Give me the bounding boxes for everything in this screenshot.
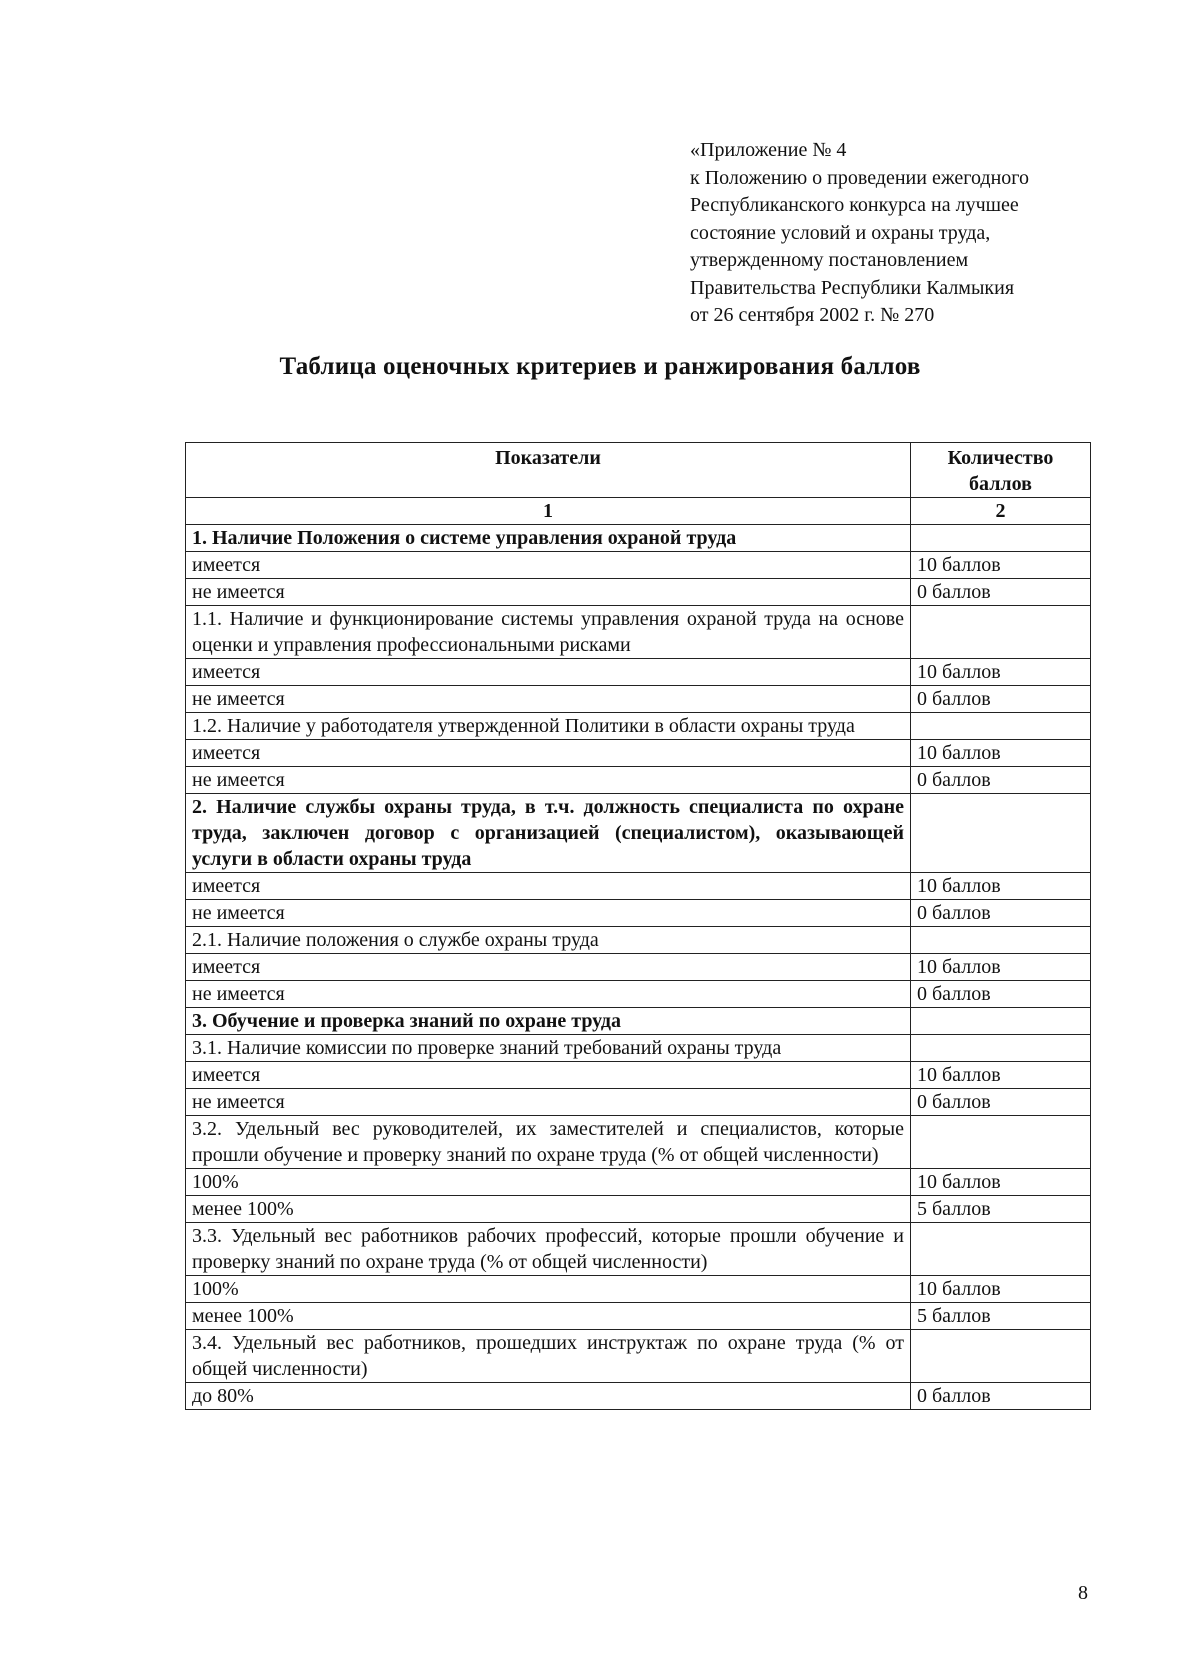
table-row bbox=[186, 686, 1091, 713]
points-cell bbox=[911, 1008, 1091, 1035]
table-row bbox=[186, 1303, 1091, 1330]
table-row bbox=[186, 1035, 1091, 1062]
points-cell bbox=[911, 713, 1091, 740]
table-number-row bbox=[186, 498, 1091, 525]
points-cell bbox=[911, 525, 1091, 552]
points-cell: 10 баллов bbox=[911, 954, 1091, 981]
table-row bbox=[186, 659, 1091, 686]
table-row bbox=[186, 1008, 1091, 1035]
table-row bbox=[186, 767, 1091, 794]
table-row bbox=[186, 552, 1091, 579]
appendix-header-line: Правительства Республики Калмыкия bbox=[690, 276, 1015, 299]
points-cell bbox=[911, 927, 1091, 954]
table-row bbox=[186, 740, 1091, 767]
table-row bbox=[186, 606, 1091, 659]
column-header-points: Количество баллов bbox=[911, 443, 1091, 498]
indicator-cell: не имеется bbox=[186, 900, 911, 927]
points-cell: 10 баллов bbox=[911, 552, 1091, 579]
points-cell bbox=[911, 606, 1091, 659]
indicator-cell: имеется bbox=[186, 659, 911, 686]
points-cell: 0 баллов bbox=[911, 686, 1091, 713]
indicator-cell: 3.2. Удельный вес руководителей, их заместителей и специалистов, которые прошли обучение и проверку знаний по охране труда (% от общей численности) bbox=[186, 1116, 911, 1169]
indicator-cell: 3.3. Удельный вес работников рабочих профессий, которые прошли обучение и проверку знаний по охране труда (% от общей численности) bbox=[186, 1223, 911, 1276]
table-row bbox=[186, 981, 1091, 1008]
table-row bbox=[186, 1062, 1091, 1089]
appendix-header bbox=[690, 137, 1110, 330]
indicator-cell: 1. Наличие Положения о системе управления охраной труда bbox=[186, 525, 911, 552]
points-cell: 5 баллов bbox=[911, 1196, 1091, 1223]
indicator-cell: не имеется bbox=[186, 686, 911, 713]
indicator-cell: имеется bbox=[186, 552, 911, 579]
table-row bbox=[186, 794, 1091, 873]
points-cell bbox=[911, 1116, 1091, 1169]
points-cell: 10 баллов bbox=[911, 1169, 1091, 1196]
points-cell: 10 баллов bbox=[911, 659, 1091, 686]
points-cell: 10 баллов bbox=[911, 1276, 1091, 1303]
points-cell: 0 баллов bbox=[911, 579, 1091, 606]
indicator-cell: менее 100% bbox=[186, 1303, 911, 1330]
table-row bbox=[186, 873, 1091, 900]
points-cell: 0 баллов bbox=[911, 1383, 1091, 1410]
table-row bbox=[186, 1089, 1091, 1116]
table-row bbox=[186, 927, 1091, 954]
points-cell: 10 баллов bbox=[911, 873, 1091, 900]
points-cell: 10 баллов bbox=[911, 1062, 1091, 1089]
table-row bbox=[186, 1276, 1091, 1303]
indicator-cell: 2. Наличие службы охраны труда, в т.ч. должность специалиста по охране труда, заключен договор с организацией (специалистом), оказывающей услуги в области охраны труда bbox=[186, 794, 911, 873]
indicator-cell: 1.1. Наличие и функционирование системы управления охраной труда на основе оценки и управления профессиональными рисками bbox=[186, 606, 911, 659]
points-cell bbox=[911, 1035, 1091, 1062]
indicator-cell: имеется bbox=[186, 740, 911, 767]
indicator-cell: 1.2. Наличие у работодателя утвержденной Политики в области охраны труда bbox=[186, 713, 911, 740]
indicator-cell: 2.1. Наличие положения о службе охраны труда bbox=[186, 927, 911, 954]
table-row bbox=[186, 1116, 1091, 1169]
points-cell: 0 баллов bbox=[911, 1089, 1091, 1116]
indicator-cell: имеется bbox=[186, 873, 911, 900]
table-row bbox=[186, 1383, 1091, 1410]
indicator-cell: до 80% bbox=[186, 1383, 911, 1410]
appendix-header-line: Республиканского конкурса на лучшее bbox=[690, 194, 1019, 216]
table-row bbox=[186, 579, 1091, 606]
table-row bbox=[186, 1330, 1091, 1383]
indicator-cell: не имеется bbox=[186, 579, 911, 606]
indicator-cell: менее 100% bbox=[186, 1196, 911, 1223]
indicator-cell: не имеется bbox=[186, 767, 911, 794]
points-cell: 0 баллов bbox=[911, 767, 1091, 794]
table-row bbox=[186, 954, 1091, 981]
table-row bbox=[186, 1223, 1091, 1276]
column-number-2: 2 bbox=[911, 498, 1091, 525]
table-row bbox=[186, 900, 1091, 927]
appendix-header-line: «Приложение № 4 bbox=[690, 139, 847, 161]
table-row bbox=[186, 713, 1091, 740]
points-cell bbox=[911, 1330, 1091, 1383]
indicator-cell: не имеется bbox=[186, 981, 911, 1008]
criteria-table bbox=[185, 442, 1091, 1410]
appendix-header-line: от 26 сентября 2002 г. № 270 bbox=[690, 304, 935, 326]
page-number: 8 bbox=[1078, 1582, 1088, 1604]
appendix-header-line: состояние условий и охраны труда, bbox=[690, 221, 991, 244]
table-row bbox=[186, 1196, 1091, 1223]
indicator-cell: 3.4. Удельный вес работников, прошедших инструктаж по охране труда (% от общей численности) bbox=[186, 1330, 911, 1383]
appendix-header-line: к Положению о проведении ежегодного bbox=[690, 166, 1029, 189]
indicator-cell: 100% bbox=[186, 1276, 911, 1303]
indicator-cell: не имеется bbox=[186, 1089, 911, 1116]
table-row bbox=[186, 525, 1091, 552]
appendix-header-line: утвержденному постановлением bbox=[690, 249, 969, 271]
points-cell: 10 баллов bbox=[911, 740, 1091, 767]
indicator-cell: имеется bbox=[186, 1062, 911, 1089]
indicator-cell: имеется bbox=[186, 954, 911, 981]
table-header-row bbox=[186, 443, 1091, 498]
indicator-cell: 100% bbox=[186, 1169, 911, 1196]
indicator-cell: 3. Обучение и проверка знаний по охране труда bbox=[186, 1008, 911, 1035]
column-header-indicators: Показатели bbox=[186, 443, 911, 498]
table-row bbox=[186, 1169, 1091, 1196]
indicator-cell: 3.1. Наличие комиссии по проверке знаний требований охраны труда bbox=[186, 1035, 911, 1062]
document-title: Таблица оценочных критериев и ранжирования баллов bbox=[279, 353, 921, 380]
points-cell bbox=[911, 794, 1091, 873]
points-cell: 0 баллов bbox=[911, 981, 1091, 1008]
column-number-1: 1 bbox=[186, 498, 911, 525]
points-cell bbox=[911, 1223, 1091, 1276]
points-cell: 5 баллов bbox=[911, 1303, 1091, 1330]
points-cell: 0 баллов bbox=[911, 900, 1091, 927]
